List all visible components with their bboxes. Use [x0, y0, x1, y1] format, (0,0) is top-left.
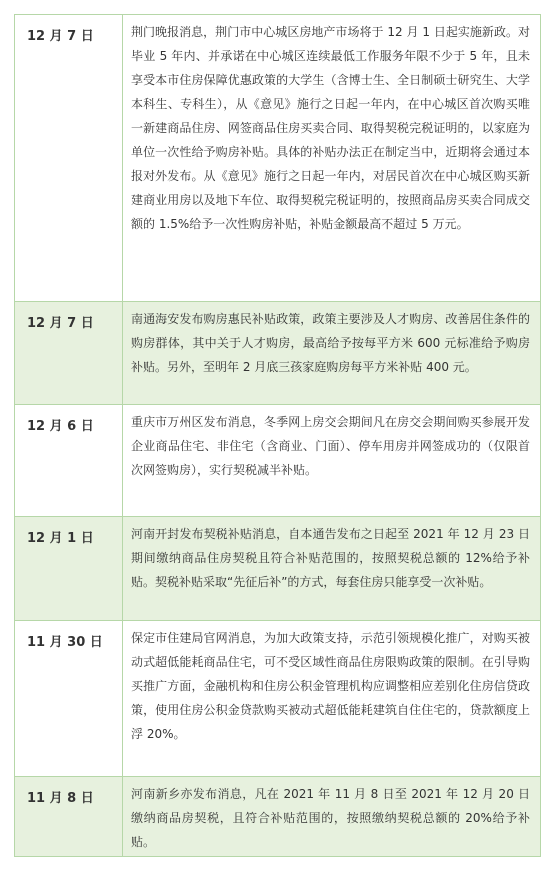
date-cell: 11 月 30 日 [15, 621, 123, 777]
text-cell: 保定市住建局官网消息，为加大政策支持，示范引领规模化推广，对购买被动式超低能耗商品住宅，可不受区域性商品住房限购政策的限制。在引导购买推广方面，金融机构和住房公积金管理机构应调整相应差别化住房信贷政策，使用住房公积金贷款购买被动式超低能耗建筑自住住宅的，贷款额度上浮 20%。 [123, 621, 541, 777]
date-cell: 12 月 7 日 [15, 302, 123, 405]
date-cell: 12 月 6 日 [15, 405, 123, 517]
table-row [15, 777, 541, 857]
table-row [15, 517, 541, 621]
date-cell: 12 月 7 日 [15, 15, 123, 302]
date-cell: 12 月 1 日 [15, 517, 123, 621]
table-row [15, 302, 541, 405]
text-cell: 南通海安发布购房惠民补贴政策，政策主要涉及人才购房、改善居住条件的购房群体，其中关于人才购房，最高给予按每平方米 600 元标准给予购房补贴。另外，至明年 2 月底三孩家庭购房每平方米补贴 400 元。 [123, 302, 541, 405]
table-row [15, 15, 541, 302]
policy-table [14, 14, 541, 857]
text-cell: 荆门晚报消息，荆门市中心城区房地产市场将于 12 月 1 日起实施新政。对毕业 5 年内、并承诺在中心城区连续最低工作服务年限不少于 5 年，且未享受本市住房保障优惠政策的大学生（含博士生、全日制硕士研究生、大学本科生、专科生），从《意见》施行之日起一年内，在中心城区首次购买唯一新建商品住房、网签商品住房买卖合同、取得契税完税证明的，以家庭为单位一次性给予购房补贴。具体的补贴办法正在制定当中，近期将会通过本报对外发布。从《意见》施行之日起一年内，对居民首次在中心城区购买新建商业用房以及地下车位、取得契税完税证明的，按照商品房买卖合同成交额的 1.5%给予一次性购房补贴，补贴金额最高不超过 5 万元。 [123, 15, 541, 302]
date-cell: 11 月 8 日 [15, 777, 123, 857]
text-cell: 河南新乡亦发布消息，凡在 2021 年 11 月 8 日至 2021 年 12 月 20 日缴纳商品房契税，且符合补贴范围的，按照缴纳契税总额的 20%给予补贴。 [123, 777, 541, 857]
table-row [15, 405, 541, 517]
text-cell: 重庆市万州区发布消息，冬季网上房交会期间凡在房交会期间购买参展开发企业商品住宅、非住宅（含商业、门面）、停车用房并网签成功的（仅限首次网签购房），实行契税减半补贴。 [123, 405, 541, 517]
table-row [15, 621, 541, 777]
text-cell: 河南开封发布契税补贴消息，自本通告发布之日起至 2021 年 12 月 23 日期间缴纳商品住房契税且符合补贴范围的，按照契税总额的 12%给予补贴。契税补贴采取“先征后补”的方式，每套住房只能享受一次补贴。 [123, 517, 541, 621]
